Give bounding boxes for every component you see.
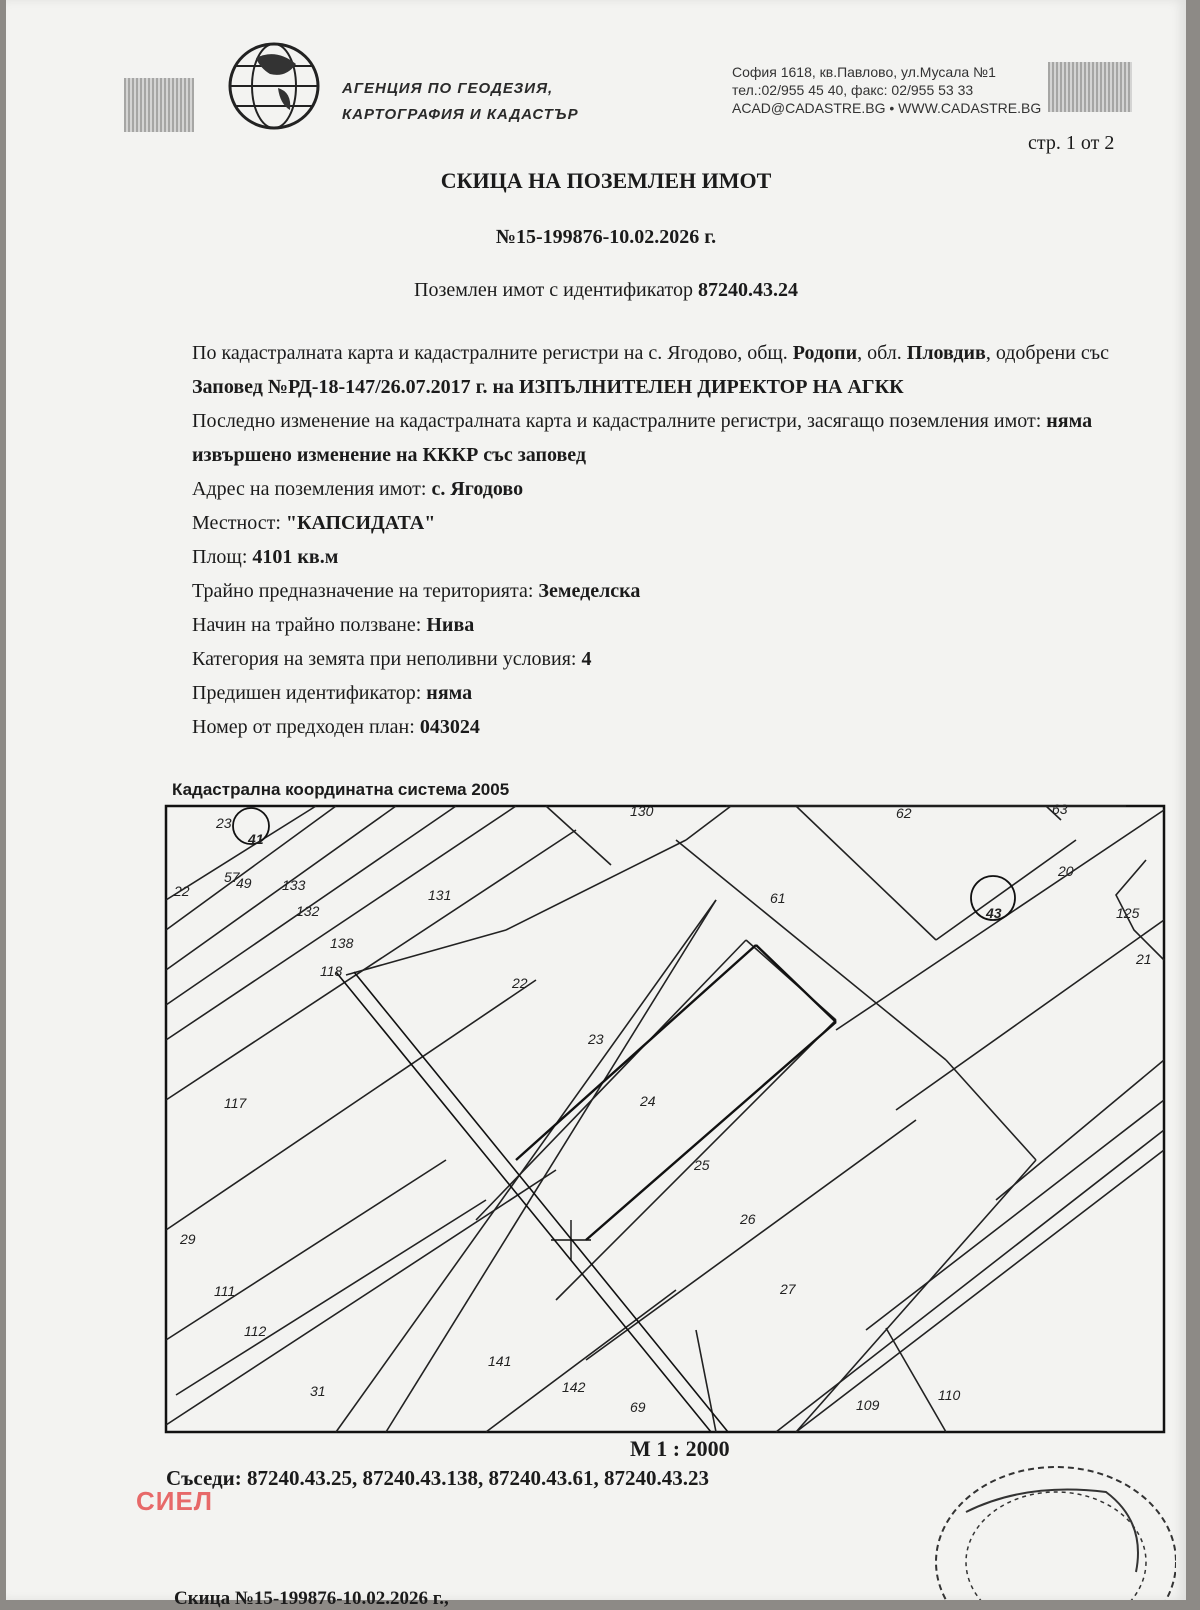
official-stamp xyxy=(906,1452,1176,1600)
prev-id-value: няма xyxy=(426,682,473,704)
parcel-label: 26 xyxy=(740,1211,756,1227)
cadastral-map xyxy=(156,800,1174,1435)
detail-purpose xyxy=(192,574,1172,608)
parcel-label: 111 xyxy=(214,1283,236,1299)
intro-text: По кадастралната карта и кадастралните регистри на с. Ягодово, общ. xyxy=(192,342,788,364)
prev-plan-value: 043024 xyxy=(419,716,480,738)
page-number: стр. 1 от 2 xyxy=(1028,132,1115,154)
region: Пловдив xyxy=(906,342,986,364)
area-label: Площ: xyxy=(192,546,248,568)
scan-artifact xyxy=(1048,62,1132,112)
parcel-label: 41 xyxy=(248,831,264,847)
agency-contact xyxy=(732,63,1041,117)
municipality: Родопи xyxy=(792,342,858,364)
parcel-label: 117 xyxy=(224,1095,247,1111)
identifier-label: Поземлен имот с идентификатор xyxy=(414,279,693,301)
address-value: с. Ягодово xyxy=(431,478,524,500)
parcel-label: 110 xyxy=(938,1387,961,1403)
parcel-label: 109 xyxy=(856,1397,880,1413)
neighbors-value: 87240.43.25, 87240.43.138, 87240.43.61, 87240.43.23 xyxy=(247,1466,709,1490)
detail-area xyxy=(192,540,1172,574)
detail-category xyxy=(192,642,1172,676)
detail-cadastre: По кадастралната карта и кадастралните регистри на с. Ягодово, общ. Родопи, обл. Пловдив, одобрени със Заповед №РД-18-147/26.07.2017 г. на ИЗПЪЛНИТЕЛЕН ДИРЕКТОР НА АГКК xyxy=(192,342,1109,398)
parcel-label: 22 xyxy=(512,975,528,991)
area-value: 4101 кв.м xyxy=(252,546,339,568)
coordinate-system-label: Кадастрална координатна система 2005 xyxy=(172,780,510,799)
address-label: Адрес на поземления имот: xyxy=(192,478,427,500)
contact-web: ACAD@CADASTRE.BG • WWW.CADASTRE.BG xyxy=(732,100,1042,116)
usage-value: Нива xyxy=(426,614,475,636)
parcel-label: 21 xyxy=(1136,951,1152,967)
parcel-label: 57 xyxy=(224,869,240,885)
intro-text-2: , обл. xyxy=(857,342,902,364)
neighbors-line xyxy=(166,1466,709,1491)
category-label: Категория на земята при неполивни условия: xyxy=(192,648,577,670)
agency-globe-logo xyxy=(226,38,326,133)
sketch-reference: Скица №15-199876-10.02.2026 г., xyxy=(174,1588,449,1609)
parcel-label: 22 xyxy=(174,883,190,899)
detail-locality xyxy=(192,506,1172,540)
parcel-label: 23 xyxy=(216,815,232,831)
agency-name xyxy=(342,76,579,128)
parcel-label: 43 xyxy=(986,905,1002,921)
detail-last-change xyxy=(192,404,1172,472)
parcel-label: 24 xyxy=(640,1093,656,1109)
parcel-label: 118 xyxy=(320,963,343,979)
parcel-label: 49 xyxy=(236,875,252,891)
usage-label: Начин на трайно ползване: xyxy=(192,614,422,636)
parcel-label: 27 xyxy=(780,1281,796,1297)
parcel-label: 112 xyxy=(244,1323,267,1339)
contact-phone: тел.:02/955 45 40, факс: 02/955 53 33 xyxy=(732,82,974,98)
parcel-label: 132 xyxy=(296,903,320,919)
parcel-label: 25 xyxy=(694,1157,710,1173)
watermark: СИЕЛ xyxy=(136,1486,214,1516)
intro-text-3: одобрени със xyxy=(995,342,1109,364)
detail-usage xyxy=(192,608,1172,642)
map-scale: М 1 : 2000 xyxy=(630,1436,730,1461)
parcel-label: 131 xyxy=(428,887,452,903)
parcel-label: 142 xyxy=(562,1379,586,1395)
parcel-label: 62 xyxy=(896,805,912,821)
last-change-label: Последно изменение на кадастралната карта и кадастралните регистри, засягащо поземления имот: xyxy=(192,410,1042,432)
parcel-label: 125 xyxy=(1116,905,1140,921)
order-text: Заповед №РД-18-147/26.07.2017 г. на ИЗПЪЛНИТЕЛЕН ДИРЕКТОР НА АГКК xyxy=(192,376,904,398)
locality-value: "КАПСИДАТА" xyxy=(285,512,436,534)
agency-line-2: КАРТОГРАФИЯ И КАДАСТЪР xyxy=(342,106,579,123)
agency-line-1: АГЕНЦИЯ ПО ГЕОДЕЗИЯ, xyxy=(342,80,554,97)
property-details xyxy=(192,336,1172,744)
parcel-label: 20 xyxy=(1058,863,1074,879)
parcel-label: 69 xyxy=(630,1399,646,1415)
parcel-label: 61 xyxy=(770,890,786,906)
detail-prev-plan xyxy=(192,710,1172,744)
document-title: СКИЦА НА ПОЗЕМЛЕН ИМОТ xyxy=(440,168,772,193)
crosshair-marker xyxy=(551,1220,591,1260)
prev-id-label: Предишен идентификатор: xyxy=(192,682,422,704)
road xyxy=(336,972,728,1432)
document-number: №15-199876-10.02.2026 г. xyxy=(495,226,717,248)
detail-address xyxy=(192,472,1172,506)
identifier-line xyxy=(6,279,1200,302)
scan-artifact xyxy=(124,78,194,132)
parcel-label: 141 xyxy=(488,1353,512,1369)
locality-label: Местност: xyxy=(192,512,281,534)
parcel-label: 31 xyxy=(310,1383,326,1399)
category-value: 4 xyxy=(581,648,592,670)
identifier-value: 87240.43.24 xyxy=(697,279,798,301)
parcel-label: 23 xyxy=(588,1031,604,1047)
parcel-label: 29 xyxy=(180,1231,196,1247)
parcel-label: 63 xyxy=(1052,801,1068,817)
contact-address: София 1618, кв.Павлово, ул.Мусала №1 xyxy=(732,64,996,80)
purpose-label: Трайно предназначение на територията: xyxy=(192,580,534,602)
parcel-label: 130 xyxy=(630,803,654,819)
neighbors-label: Съседи: xyxy=(166,1466,242,1490)
parcel-labels xyxy=(173,801,1152,1415)
last-change-value: няма извършено изменение на КККР със заповед xyxy=(192,410,1093,466)
subject-parcel-outline xyxy=(516,945,836,1240)
prev-plan-label: Номер от предходен план: xyxy=(192,716,415,738)
purpose-value: Земеделска xyxy=(538,580,641,602)
detail-prev-id xyxy=(192,676,1172,710)
document-page xyxy=(6,0,1186,1609)
parcel-label: 133 xyxy=(282,877,306,893)
parcel-label: 138 xyxy=(330,935,354,951)
